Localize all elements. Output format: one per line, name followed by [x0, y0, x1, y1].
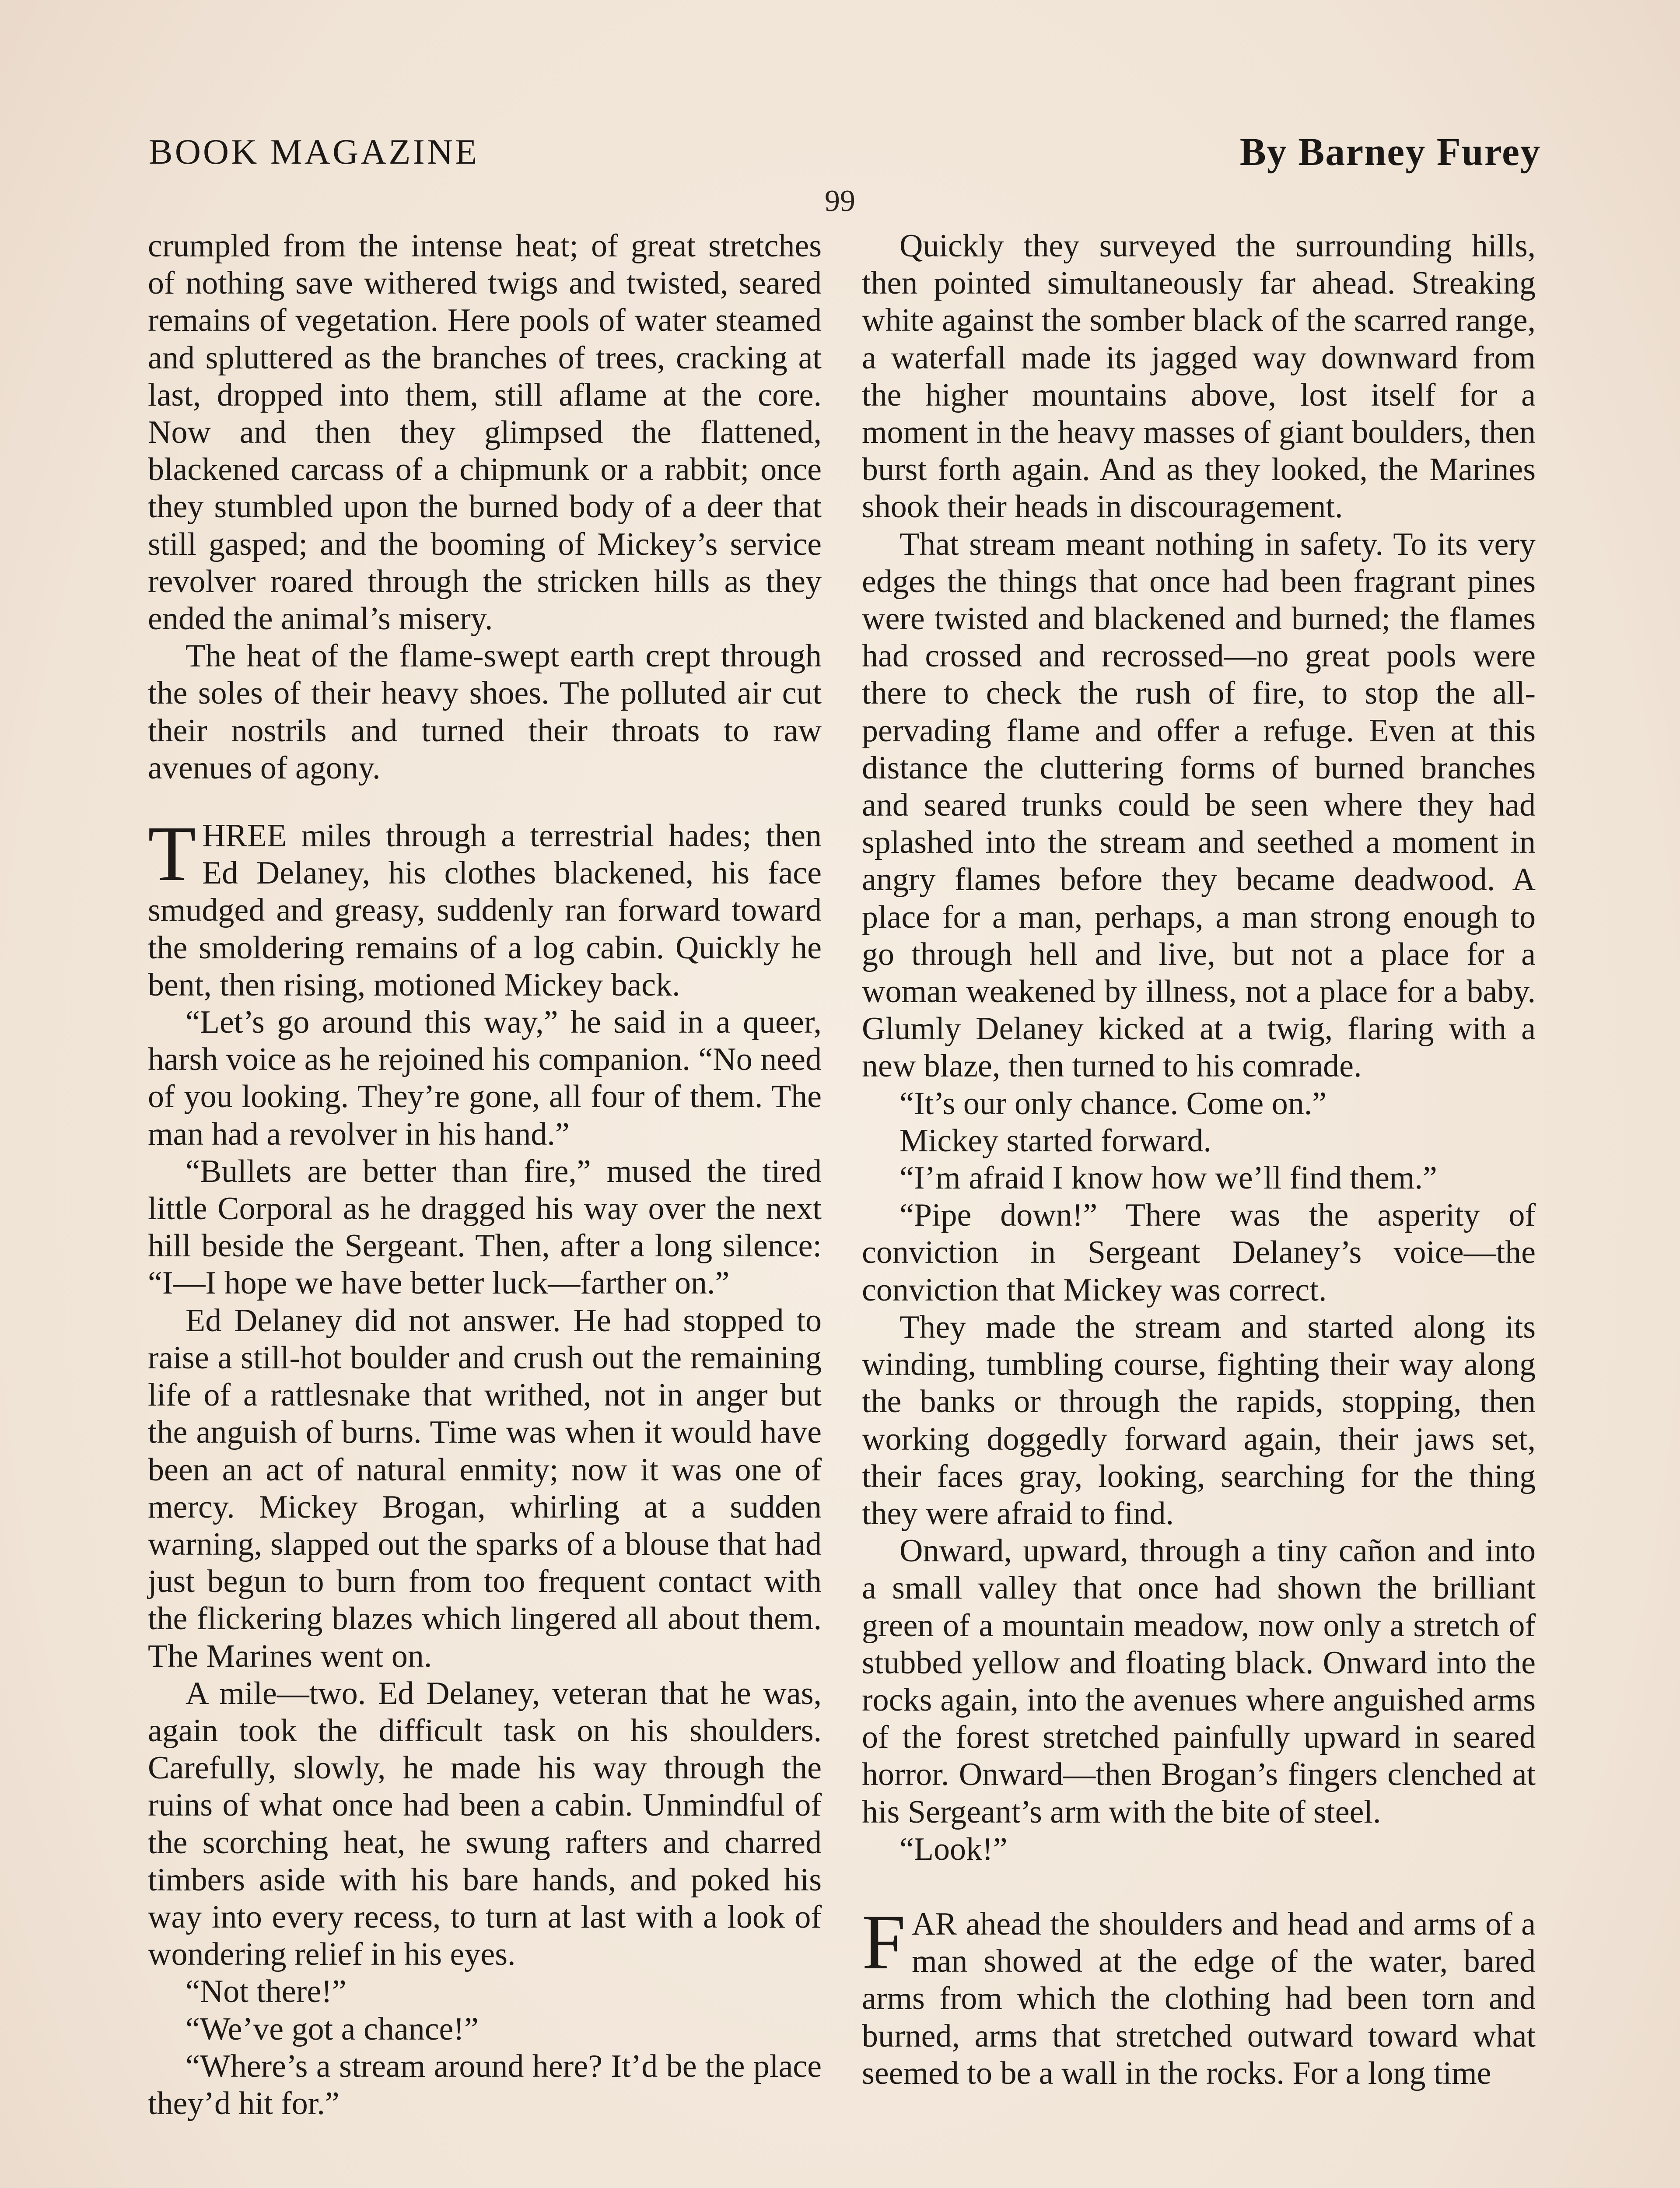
left-column — [148, 228, 822, 2188]
paragraph: “We’ve got a chance!” — [186, 2011, 479, 2047]
paragraph: “Bullets are better than fire,” mused the tired little Corporal as he dragged his way over the next hill beside the Sergeant. Then, after a long silence: “I—I hope we have better luck—farther on.” — [148, 1153, 822, 1301]
paragraph: Onward, upward, through a tiny cañon and into a small valley that once had shown the brilliant green of a mountain meadow, now only a stretch of stubbed yellow and floating black. Onward into the rocks again, into the avenues where anguished arms of the forest stretched painfully upward in seared horror. Onward—then Brogan’s fingers clenched at his Sergeant’s arm with the bite of steel. — [862, 1533, 1536, 1830]
paragraph-text: HREE miles through a terrestrial hades; then Ed Delaney, his clothes blackened, his face smudged and greasy, suddenly ran forward toward the smoldering remains of a log cabin. Quickly he bent, then rising, motioned Mickey back. — [148, 818, 822, 1003]
paragraph-text: AR ahead the shoulders and head and arms of a man showed at the edge of the water, bared arms from which the clothing had been torn and burned, arms that stretched outward toward what seemed to be a wall in the rocks. For a long time — [862, 1906, 1536, 2091]
magazine-title: BOOK MAGAZINE — [149, 132, 480, 172]
paragraph: A mile—two. Ed Delaney, veteran that he was, again took the difficult task on his shoulders. Carefully, slowly, he made his way through the ruins of what once had been a cabin. Unmindful of the scorching heat, he swung rafters and charred timbers aside with his bare hands, and poked his way into every recess, to turn at last with a look of wondering relief in his eyes. — [148, 1675, 822, 1973]
paragraph: Ed Delaney did not answer. He had stopped to raise a still-hot boulder and crush out the remaining life of a rattlesnake that writhed, not in anger but the anguish of burns. Time was when it would have been an act of natural enmity; now it was one of mercy. Mickey Brogan, whirling at a sudden warning, slapped out the sparks of a blouse that had just begun to burn from too frequent contact with the flickering blazes which lingered all about them. The Marines went on. — [148, 1302, 822, 1674]
paragraph: “It’s our only chance. Come on.” — [900, 1085, 1327, 1122]
right-column — [862, 228, 1536, 2188]
paragraph: “I’m afraid I know how we’ll find them.” — [900, 1160, 1437, 1196]
paragraph: “Pipe down!” There was the asperity of conviction in Sergeant Delaney’s voice—the conviction that Mickey was correct. — [862, 1197, 1536, 1308]
paragraph: That stream meant nothing in safety. To its very edges the things that once had been fragrant pines were twisted and blackened and burned; the flames had crossed and recrossed—no great pools were there to check the rush of fire, to stop the all-pervading flame and offer a refuge. Even at this distance the cluttering forms of burned branches and seared trunks could be seen where they had splashed into the stream and seethed a moment in angry flames before they became deadwood. A place for a man, perhaps, a man strong enough to go through hell and live, but not a place for a woman weakened by illness, not a place for a baby. Glumly Delaney kicked at a twig, flaring with a new blaze, then turned to his comrade. — [862, 526, 1536, 1084]
paragraph: Quickly they surveyed the surrounding hills, then pointed simultaneously far ahead. Streaking white against the somber black of the scarred range, a waterfall made its jagged way downward from the higher mountains above, lost itself for a moment in the heavy masses of giant boulders, then burst forth again. And as they looked, the Marines shook their heads in discouragement. — [862, 228, 1536, 525]
paragraph: “Not there!” — [186, 1974, 346, 2010]
drop-cap: T — [148, 810, 196, 898]
section-start-paragraph — [148, 810, 822, 1004]
paragraph: The heat of the flame-swept earth crept through the soles of their heavy shoes. The polluted air cut their nostrils and turned their throats to raw avenues of agony. — [148, 638, 822, 786]
author-byline: By Barney Furey — [1239, 130, 1541, 174]
paragraph: Mickey started forward. — [900, 1122, 1212, 1159]
paragraph: “Where’s a stream around here? It’d be the place they’d hit for.” — [148, 2048, 822, 2121]
paragraph: crumpled from the intense heat; of great stretches of nothing save withered twigs and twisted, seared remains of vegetation. Here pools of water steamed and spluttered as the branches of trees, cracking at last, dropped into them, still aflame at the core. Now and then they glimpsed the flattened, blackened carcass of a chipmunk or a rabbit; once they stumbled upon the burned body of a deer that still gasped; and the booming of Mickey’s service revolver roared through the stricken hills as they ended the animal’s misery. — [148, 228, 822, 637]
page-number: 99 — [825, 184, 855, 218]
paragraph: They made the stream and started along its winding, tumbling course, fighting their way along the banks or through the rapids, stopping, then working doggedly forward again, their jaws set, their faces gray, looking, searching for the thing they were afraid to find. — [862, 1309, 1536, 1532]
paragraph: “Let’s go around this way,” he said in a queer, harsh voice as he rejoined his companion. “No need of you looking. They’re gone, all four of them. The man had a revolver in his hand.” — [148, 1004, 822, 1152]
paragraph: “Look!” — [900, 1831, 1008, 1867]
section-start-paragraph — [862, 1898, 1536, 2092]
drop-cap: F — [862, 1898, 906, 1985]
